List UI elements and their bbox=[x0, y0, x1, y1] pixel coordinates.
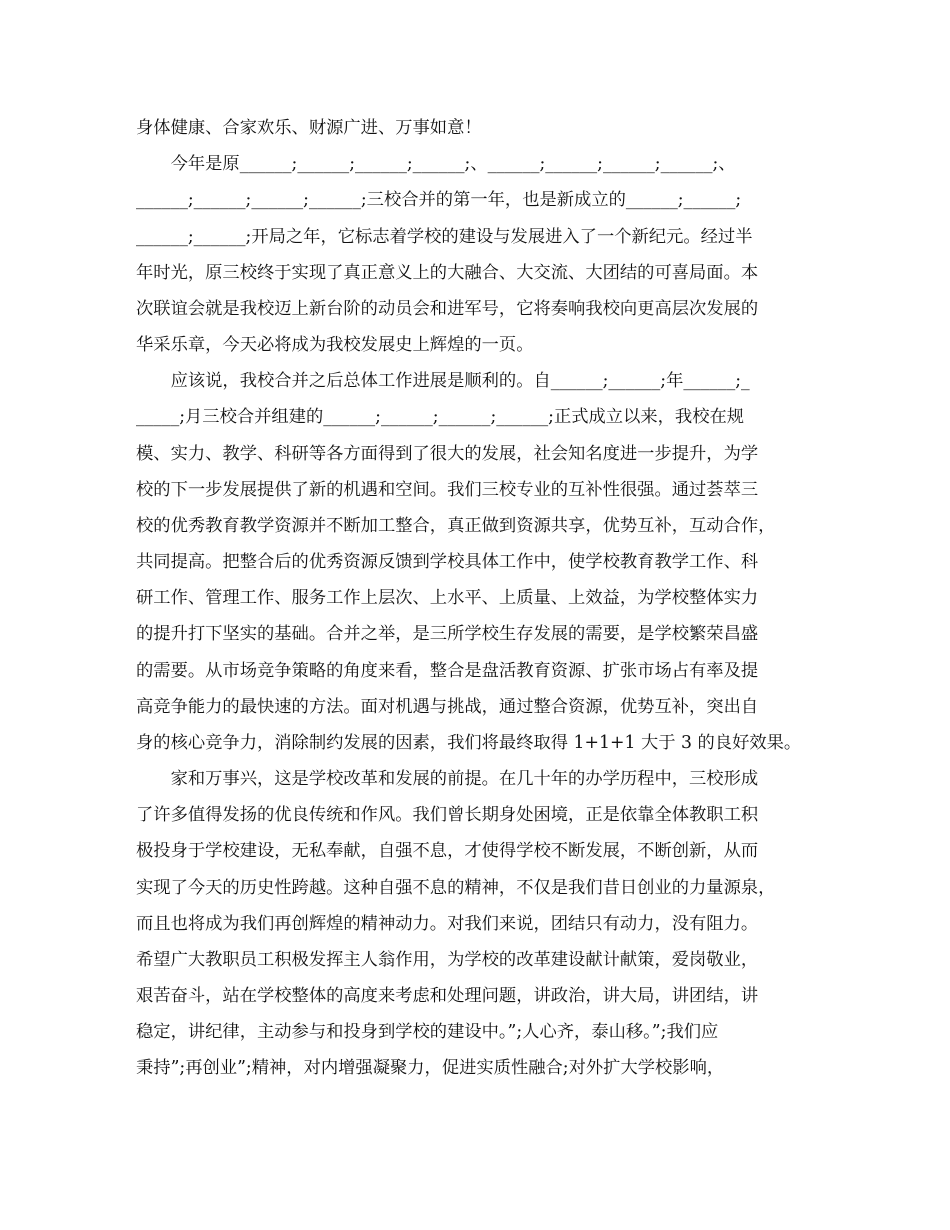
text-line: 华采乐章，今天必将成为我校发展史上辉煌的一页。 bbox=[136, 335, 534, 355]
text-line: 而且也将成为我们再创辉煌的精神动力。对我们来说，团结只有动力，没有阻力。 bbox=[136, 914, 759, 934]
text-line: 希望广大教职员工积极发挥主人翁作用，为学校的改革建设献计献策，爱岗敬业， bbox=[136, 950, 759, 970]
text-line: _____;月三校合并组建的______;______;______;______;正式成立以来，我校在规 bbox=[136, 407, 745, 427]
text-line: 应该说，我校合并之后总体工作进展是顺利的。自______;______;年______;_ bbox=[136, 371, 750, 391]
text-line: 高竞争能力的最快速的方法。面对机遇与挑战，通过整合资源，优势互补，突出自 bbox=[136, 697, 759, 717]
text-line: 的需要。从市场竞争策略的角度来看，整合是盘活教育资源、扩张市场占有率及提 bbox=[136, 661, 759, 681]
text-line: 校的下一步发展提供了新的机遇和空间。我们三校专业的互补性很强。通过荟萃三 bbox=[136, 480, 759, 500]
text-line: 次联谊会就是我校迈上新台阶的动员会和进军号，它将奏响我校向更高层次发展的 bbox=[136, 299, 759, 319]
text-line: 的提升打下坚实的基础。合并之举，是三所学校生存发展的需要，是学校繁荣昌盛 bbox=[136, 624, 759, 644]
text-line: ______;______;______;______;三校合并的第一年，也是新成立的______;______; bbox=[136, 190, 742, 210]
text-line: 研工作、管理工作、服务工作上层次、上水平、上质量、上效益，为学校整体实力 bbox=[136, 588, 759, 608]
text-line: 年时光，原三校终于实现了真正意义上的大融合、大交流、大团结的可喜局面。本 bbox=[136, 263, 759, 283]
text-line: 秉持”;再创业”;精神，对内增强凝聚力，促进实质性融合;对外扩大学校影响， bbox=[136, 1058, 725, 1078]
text-line: 了许多值得发扬的优良传统和作风。我们曾长期身处困境，正是依靠全体教职工积 bbox=[136, 805, 759, 825]
text-line: 身体健康、合家欢乐、财源广进、万事如意！ bbox=[136, 118, 482, 138]
text-line: 极投身于学校建设，无私奉献，自强不息，才使得学校不断发展，不断创新，从而 bbox=[136, 841, 759, 861]
text-line: 艰苦奋斗，站在学校整体的高度来考虑和处理问题，讲政治，讲大局，讲团结，讲 bbox=[136, 986, 759, 1006]
text-line: 身的核心竞争力，消除制约发展的因素，我们将最终取得 1+1+1 大于 3 的良好效果。 bbox=[136, 733, 802, 753]
text-line: 家和万事兴，这是学校改革和发展的前提。在几十年的办学历程中，三校形成 bbox=[136, 769, 759, 789]
text-line: 今年是原______;______;______;______;、______;______;______;______;、 bbox=[136, 154, 736, 174]
text-line: 模、实力、教学、科研等各方面得到了很大的发展，社会知名度进一步提升，为学 bbox=[136, 444, 759, 464]
text-line: 实现了今天的历史性跨越。这种自强不息的精神，不仅是我们昔日创业的力量源泉， bbox=[136, 878, 776, 898]
text-line: 校的优秀教育教学资源并不断加工整合，真正做到资源共享，优势互补，互动合作， bbox=[136, 516, 776, 536]
text-line: 稳定，讲纪律，主动参与和投身到学校的建设中。”;人心齐，泰山移。”;我们应 bbox=[136, 1022, 719, 1042]
text-line: 共同提高。把整合后的优秀资源反馈到学校具体工作中，使学校教育教学工作、科 bbox=[136, 552, 759, 572]
text-line: ______;______;开局之年，它标志着学校的建设与发展进入了一个新纪元。经过半 bbox=[136, 227, 753, 247]
